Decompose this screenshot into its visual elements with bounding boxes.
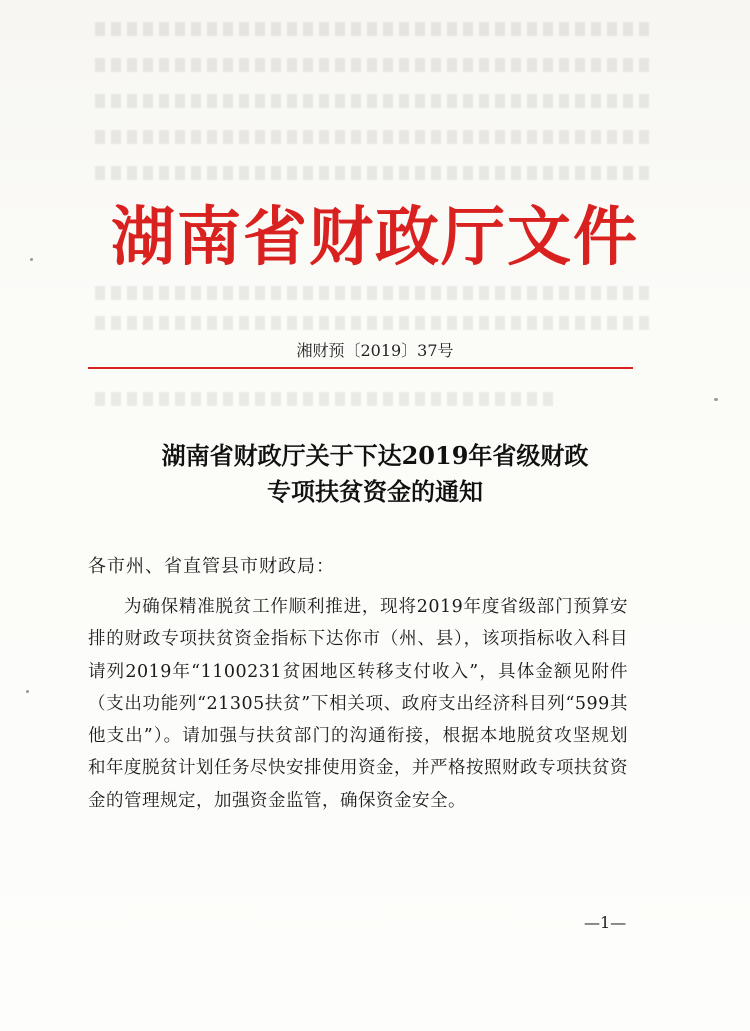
bleed-through-line [95, 392, 555, 406]
document-number: 湘财预〔2019〕37号 [296, 341, 454, 360]
bleed-through-line [95, 286, 655, 300]
scan-speck [26, 690, 29, 693]
bleed-through-line [95, 94, 655, 108]
bleed-through-line [95, 130, 655, 144]
scan-speck [714, 398, 718, 401]
bleed-through-line [95, 316, 655, 330]
scan-speck [30, 258, 33, 261]
bleed-through-line [95, 166, 655, 180]
body-paragraph: 为确保精准脱贫工作顺利推进，现将2019年度省级部门预算安排的财政专项扶贫资金指标下达你市（州、县），该项指标收入科目请列2019年“1100231贫困地区转移支付收入”，具体金额见附件（支出功能列“21305扶贫”下相关项、政府支出经济科目列“599其他支出”）。请加强与扶贫部门的沟通衔接，根据本地脱贫攻坚规划和年度脱贫计划任务尽快安排使用资金，并严格按照财政专项扶贫资金的管理规定，加强资金监管，确保资金安全。 [88, 597, 628, 811]
bleed-through-line [95, 22, 655, 36]
page-number: —1— [584, 913, 627, 932]
document-header: 湖南省财政厅文件 [111, 201, 639, 275]
title-line-2: 专项扶贫资金的通知 [267, 477, 483, 506]
bleed-through-line [95, 58, 655, 72]
addressee: 各市州、省直管县市财政局： [88, 556, 335, 577]
document-title [0, 438, 750, 510]
red-divider [88, 367, 633, 369]
title-line-1: 湖南省财政厅关于下达2019年省级财政 [161, 441, 589, 470]
